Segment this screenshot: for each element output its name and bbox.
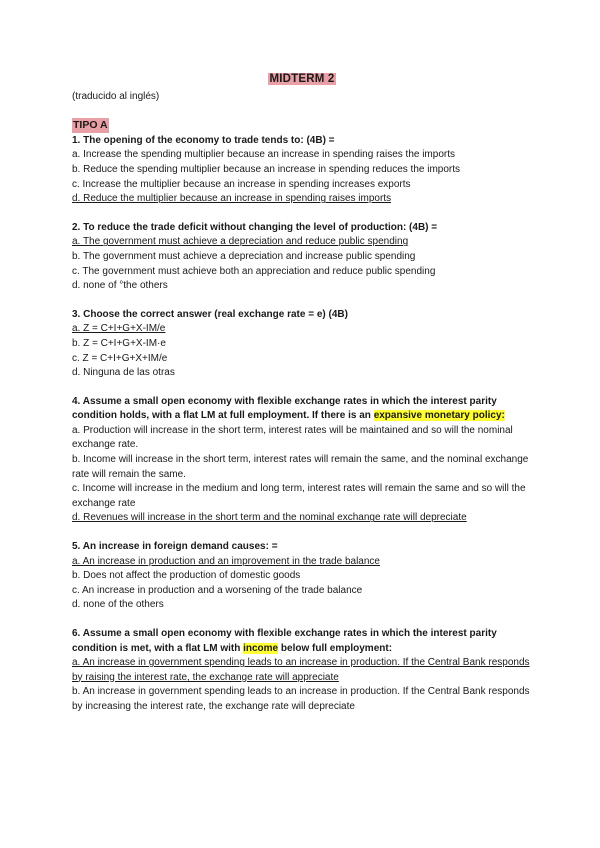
title-row xyxy=(72,72,532,88)
question-5 xyxy=(72,540,532,613)
option-a-correct: a. Z = C+I+G+X-IM/e xyxy=(72,323,166,335)
option-d-correct: d. Reduce the multiplier because an increase in spending raises imports xyxy=(72,193,392,205)
option-a-correct: a. An increase in government spending leads to an increase in production. If the Central Bank responds by raising the interest rate, the exchange rate will appreciate xyxy=(72,657,530,683)
option-a-correct: a. The government must achieve a depreciation and reduce public spending xyxy=(72,236,409,248)
question-1 xyxy=(72,134,532,207)
option-c: c. Increase the multiplier because an increase in spending increases exports xyxy=(72,178,411,190)
option-b: b. An increase in government spending leads to an increase in production. If the Central Bank responds by increasing the interest rate, the exchange rate will depreciate xyxy=(72,686,530,712)
highlighted-text: expansive monetary policy: xyxy=(373,410,505,422)
option-c: c. Income will increase in the medium and long term, interest rates will remain the same and so will the exchange rate xyxy=(72,483,526,509)
option-b: b. Does not affect the production of domestic goods xyxy=(72,570,301,582)
question-title-text-end: below full employment: xyxy=(278,642,393,654)
document-page xyxy=(72,72,532,729)
question-title-text: 6. Assume a small open economy with flexible exchange rates in which the interest parity condition is met, with a flat LM with xyxy=(72,628,497,654)
tipo-row xyxy=(72,118,532,134)
page-title: MIDTERM 2 xyxy=(269,73,335,85)
question-title: 3. Choose the correct answer (real exchange rate = e) (4B) xyxy=(72,308,348,320)
option-b: b. Reduce the spending multiplier because an increase in spending reduces the imports xyxy=(72,163,461,175)
tipo-label: TIPO A xyxy=(73,119,108,132)
option-b: b. The government must achieve a depreciation and increase public spending xyxy=(72,250,416,262)
option-a: a. Production will increase in the short term, interest rates will be maintained and so will the nominal exchange rate. xyxy=(72,424,513,451)
option-b: b. Z = C+I+G+X-IM·e xyxy=(72,337,166,349)
question-2 xyxy=(72,221,532,294)
question-6 xyxy=(72,627,532,715)
question-3 xyxy=(72,308,532,381)
option-c: c. The government must achieve both an appreciation and reduce public spending xyxy=(72,265,436,277)
question-title: 2. To reduce the trade deficit without changing the level of production: (4B) = xyxy=(72,221,438,233)
option-d: d. Ninguna de las otras xyxy=(72,367,175,379)
option-d: d. none of °the others xyxy=(72,280,168,292)
question-title xyxy=(72,395,532,424)
option-c: c. Z = C+I+G+X+IM/e xyxy=(72,352,168,364)
option-d-correct: d. Revenues will increase in the short term and the nominal exchange rate will depreciate xyxy=(72,512,467,524)
subtitle: (traducido al inglés) xyxy=(72,90,160,102)
option-b: b. Income will increase in the short term, interest rates will remain the same, and the nominal exchange rate will remain the same. xyxy=(72,454,529,480)
option-a-correct: a. An increase in production and an improvement in the trade balance xyxy=(72,555,380,567)
highlighted-text: income xyxy=(243,642,279,654)
option-c: c. An increase in production and a worsening of the trade balance xyxy=(72,584,363,596)
question-4 xyxy=(72,395,532,526)
question-title xyxy=(72,627,532,656)
option-a: a. Increase the spending multiplier because an increase in spending raises the imports xyxy=(72,149,455,161)
question-title-text: 4. Assume a small open economy with flexible exchange rates in which the interest parity condition holds, with a flat LM at full employment. If there is an xyxy=(72,395,497,422)
question-title: 1. The opening of the economy to trade tends to: (4B) = xyxy=(72,134,335,146)
question-title: 5. An increase in foreign demand causes: = xyxy=(72,541,278,553)
option-d: d. none of the others xyxy=(72,599,164,611)
